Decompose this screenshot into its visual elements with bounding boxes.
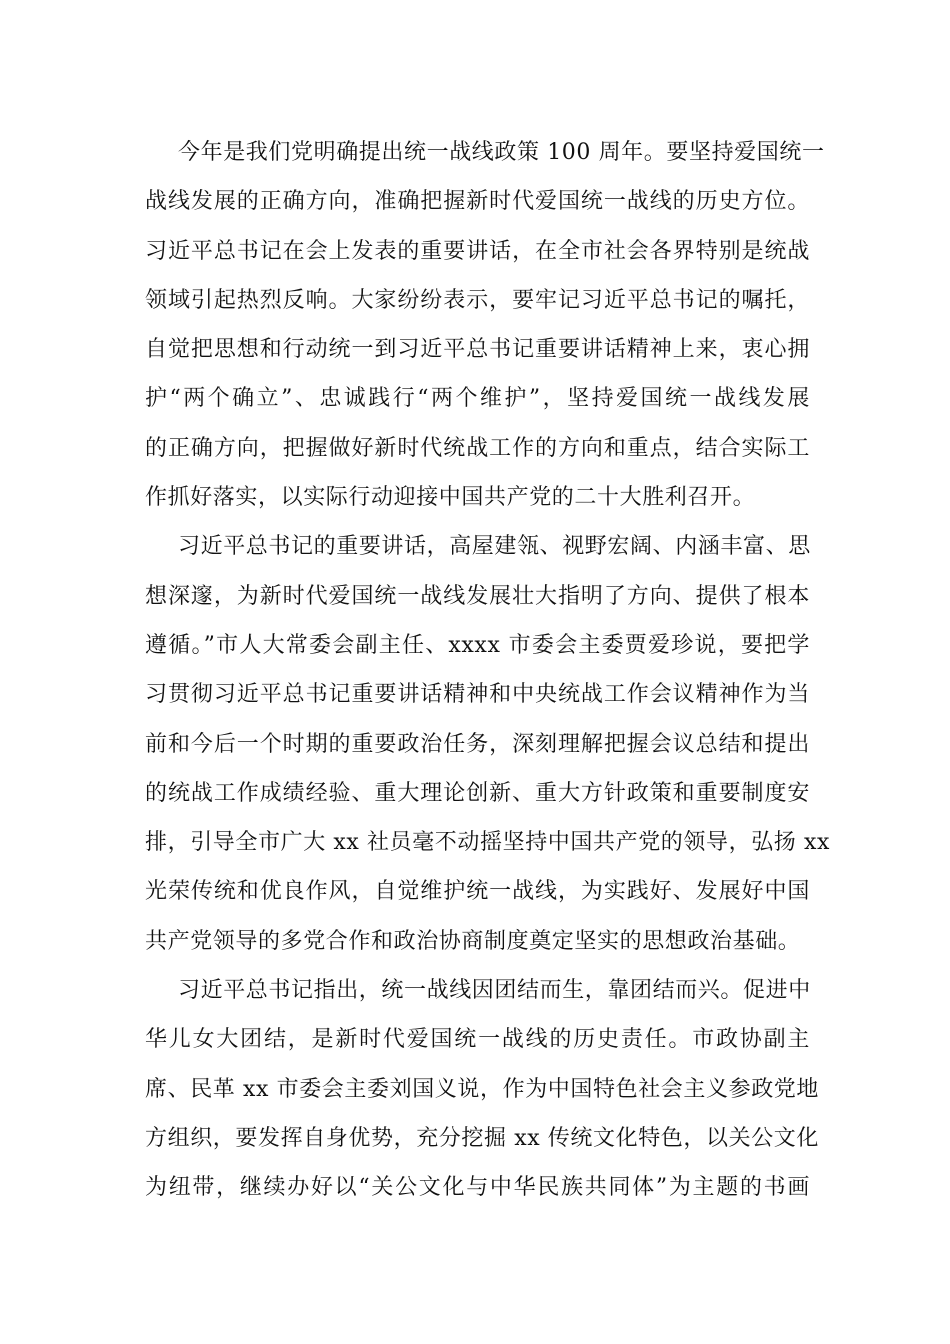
paragraph-line: 作抓好落实，以实际行动迎接中国共产党的二十大胜利召开。 [145,485,756,511]
paragraph-line: 战线发展的正确方向，准确把握新时代爱国统一战线的历史方位。 [145,189,810,215]
paragraph-line: 方组织，要发挥自身优势，充分挖掘 xx 传统文化特色，以关公文化 [145,1125,820,1151]
paragraph-line: 想深邃，为新时代爱国统一战线发展壮大指明了方向、提供了根本 [145,583,810,609]
paragraph-line: 领域引起热烈反响。大家纷纷表示，要牢记习近平总书记的嘱托， [145,287,810,313]
paragraph-line: 自觉把思想和行动统一到习近平总书记重要讲话精神上来，衷心拥 [145,337,810,363]
paragraph-line: 的正确方向，把握做好新时代统战工作的方向和重点，结合实际工 [145,435,810,461]
paragraph-line: 今年是我们党明确提出统一战线政策 100 周年。要坚持爱国统一 [178,140,825,165]
paragraph-line: 光荣传统和优良作风，自觉维护统一战线，为实践好、发展好中国 [145,879,810,905]
paragraph-line: 华儿女大团结，是新时代爱国统一战线的历史责任。市政协副主 [145,1027,810,1053]
paragraph-line: 护“两个确立”、忠诚践行“两个维护”，坚持爱国统一战线发展 [145,386,810,412]
paragraph-line: 排，引导全市广大 xx 社员毫不动摇坚持中国共产党的领导，弘扬 xx [145,830,831,856]
paragraph-line: 共产党领导的多党合作和政治协商制度奠定坚实的思想政治基础。 [145,928,801,954]
paragraph-line: 为纽带，继续办好以“关公文化与中华民族共同体”为主题的书画 [145,1175,810,1201]
paragraph-line: 习近平总书记的重要讲话，高屋建瓴、视野宏阔、内涵丰富、思 [178,534,811,560]
paragraph-line: 习贯彻习近平总书记重要讲话精神和中央统战工作会议精神作为当 [145,682,810,708]
paragraph-line: 习近平总书记在会上发表的重要讲话，在全市社会各界特别是统战 [145,238,810,264]
paragraph-line: 的统战工作成绩经验、重大理论创新、重大方针政策和重要制度安 [145,780,810,806]
paragraph-line: 前和今后一个时期的重要政治任务，深刻理解把握会议总结和提出 [145,731,810,757]
document-body [145,128,831,1213]
paragraph-line: 习近平总书记指出，统一战线因团结而生，靠团结而兴。促进中 [178,978,811,1004]
paragraph-line: 席、民革 xx 市委会主委刘国义说，作为中国特色社会主义参政党地 [145,1076,820,1102]
paragraph-line: 遵循。”市人大常委会副主任、xxxx 市委会主委贾爱珍说，要把学 [145,632,810,658]
paragraph-1 [145,128,825,522]
paragraph-3 [145,966,820,1212]
paragraph-2 [145,522,831,966]
